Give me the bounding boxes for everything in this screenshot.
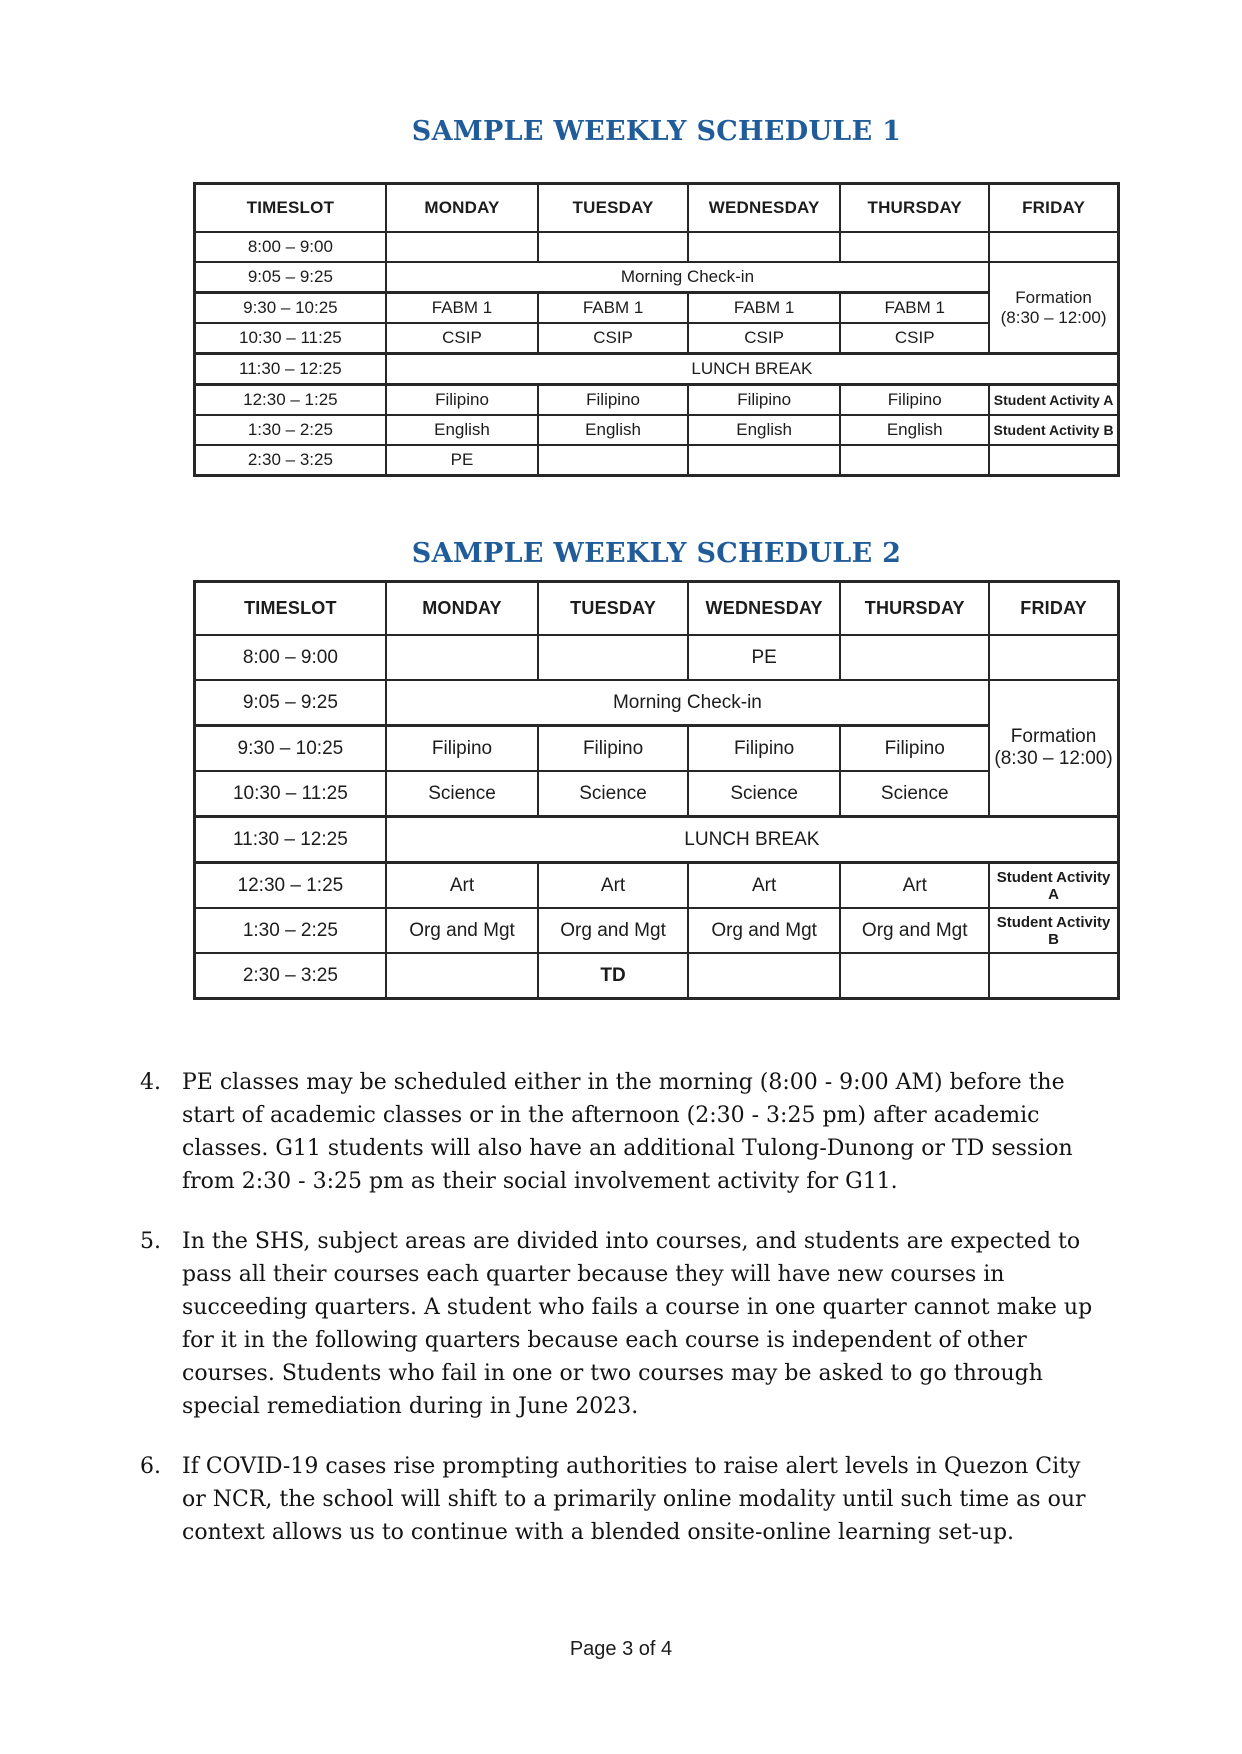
timeslot-cell: 9:30 – 10:25: [195, 293, 386, 324]
schedule-cell: Science: [386, 771, 538, 817]
schedule-row: [195, 232, 1119, 262]
schedule-2-section: [193, 534, 1120, 1000]
formation-time-range: (8:30 – 12:00): [1000, 307, 1107, 327]
header-row: [195, 582, 1119, 636]
schedule-cell: Filipino: [538, 385, 688, 416]
schedule-cell: Science: [538, 771, 688, 817]
column-header: FRIDAY: [989, 184, 1118, 233]
schedule-cell: [688, 232, 840, 262]
timeslot-cell: 12:30 – 1:25: [195, 385, 386, 416]
schedule-row: [195, 908, 1119, 953]
timeslot-cell: 9:05 – 9:25: [195, 680, 386, 726]
timeslot-cell: 9:30 – 10:25: [195, 726, 386, 772]
column-header: TIMESLOT: [195, 582, 386, 636]
timeslot-cell: 11:30 – 12:25: [195, 817, 386, 863]
schedule-cell: Filipino: [688, 726, 840, 772]
schedule-cell: FABM 1: [840, 293, 989, 324]
note-text: PE classes may be scheduled either in the morning (8:00 - 9:00 AM) before the start of academic classes or in the afternoon (2:30 - 3:25 pm) after academic classes. G11 students will also have an additional Tulong-Dunong or TD session from 2:30 - 3:25 pm as their social involvement activity for G11.: [182, 1070, 1073, 1194]
schedule-row: [195, 953, 1119, 999]
note-number: 5.: [140, 1229, 161, 1254]
column-header: THURSDAY: [840, 582, 989, 636]
column-header: MONDAY: [386, 582, 538, 636]
schedule-cell: [989, 953, 1118, 999]
schedule-cell: TD: [538, 953, 688, 999]
schedule-cell: CSIP: [538, 323, 688, 354]
schedule-row: [195, 726, 1119, 772]
schedule-cell: CSIP: [840, 323, 989, 354]
schedule-cell: Filipino: [840, 726, 989, 772]
schedule-row: [195, 354, 1119, 385]
schedule-cell: [386, 635, 538, 680]
schedule-row: [195, 817, 1119, 863]
note-text: If COVID-19 cases rise prompting authorities to raise alert levels in Quezon City or NCR, the school will shift to a primarily online modality until such time as our context allows us to continue with a blended onsite-online learning set-up.: [182, 1454, 1086, 1545]
schedule-cell: Org and Mgt: [386, 908, 538, 953]
column-header: WEDNESDAY: [688, 184, 840, 233]
timeslot-cell: 10:30 – 11:25: [195, 771, 386, 817]
schedule-cell: [538, 445, 688, 476]
timeslot-cell: 1:30 – 2:25: [195, 415, 386, 445]
schedule-cell: English: [688, 415, 840, 445]
timeslot-cell: 8:00 – 9:00: [195, 635, 386, 680]
schedule-cell: [538, 635, 688, 680]
schedule-cell: Formation (8:30 – 12:00): [989, 680, 1118, 817]
schedule-row: [195, 415, 1119, 445]
schedule-cell: [688, 445, 840, 476]
schedule-cell: English: [538, 415, 688, 445]
schedule-cell: Art: [840, 863, 989, 909]
schedule-1-table: [193, 182, 1120, 477]
schedule-cell: Filipino: [386, 385, 538, 416]
schedule-cell: [386, 232, 538, 262]
column-header: WEDNESDAY: [688, 582, 840, 636]
formation-time-range: (8:30 – 12:00): [994, 748, 1113, 769]
schedule-cell: English: [386, 415, 538, 445]
schedule-cell: Art: [688, 863, 840, 909]
timeslot-cell: 2:30 – 3:25: [195, 953, 386, 999]
timeslot-cell: 11:30 – 12:25: [195, 354, 386, 385]
column-header: TIMESLOT: [195, 184, 386, 233]
schedule-cell: PE: [688, 635, 840, 680]
schedule-cell: [989, 635, 1118, 680]
schedule-cell: [840, 953, 989, 999]
schedule-1-section: [193, 112, 1120, 477]
schedule-cell: [840, 232, 989, 262]
timeslot-cell: 8:00 – 9:00: [195, 232, 386, 262]
column-header: FRIDAY: [989, 582, 1118, 636]
schedule-cell: English: [840, 415, 989, 445]
schedule-cell: Org and Mgt: [840, 908, 989, 953]
schedule-2-title: SAMPLE WEEKLY SCHEDULE 2: [411, 538, 902, 569]
column-header: THURSDAY: [840, 184, 989, 233]
schedule-cell: [989, 232, 1118, 262]
schedule-row: [195, 323, 1119, 354]
timeslot-cell: 10:30 – 11:25: [195, 323, 386, 354]
note-item-6: [140, 1450, 1120, 1549]
schedule-cell: Art: [538, 863, 688, 909]
timeslot-cell: 12:30 – 1:25: [195, 863, 386, 909]
schedule-cell: FABM 1: [688, 293, 840, 324]
schedule-cell: Formation (8:30 – 12:00): [989, 262, 1118, 354]
schedule-cell: FABM 1: [386, 293, 538, 324]
schedule-cell: [386, 953, 538, 999]
schedule-cell: CSIP: [386, 323, 538, 354]
timeslot-cell: 1:30 – 2:25: [195, 908, 386, 953]
schedule-cell: [840, 635, 989, 680]
column-header: TUESDAY: [538, 582, 688, 636]
schedule-cell: [538, 232, 688, 262]
note-text: In the SHS, subject areas are divided into courses, and students are expected to pass all their courses each quarter because they will have new courses in succeeding quarters. A student who fails a course in one quarter cannot make up for it in the following quarters because each course is independent of other courses. Students who fail in one or two courses may be asked to go through special remediation during in June 2023.: [182, 1229, 1093, 1419]
schedule-row: [195, 445, 1119, 476]
schedule-cell: Student Activity B: [989, 415, 1118, 445]
column-header: MONDAY: [386, 184, 538, 233]
schedule-cell: Org and Mgt: [688, 908, 840, 953]
schedule-cell: Science: [840, 771, 989, 817]
schedule-cell: Student Activity A: [989, 385, 1118, 416]
column-header: TUESDAY: [538, 184, 688, 233]
schedule-cell: [989, 445, 1118, 476]
page-content: [193, 0, 1120, 1000]
timeslot-cell: 2:30 – 3:25: [195, 445, 386, 476]
schedule-cell: Filipino: [386, 726, 538, 772]
schedule-cell: Org and Mgt: [538, 908, 688, 953]
schedule-cell: Filipino: [840, 385, 989, 416]
schedule-cell: Morning Check-in: [386, 262, 989, 293]
schedule-cell: [840, 445, 989, 476]
page-number: Page 3 of 4: [569, 1638, 673, 1660]
schedule-cell: Filipino: [688, 385, 840, 416]
schedule-row: [195, 680, 1119, 726]
header-row: [195, 184, 1119, 233]
schedule-cell: [688, 953, 840, 999]
note-item-4: [140, 1066, 1120, 1198]
schedule-row: [195, 771, 1119, 817]
schedule-cell: Morning Check-in: [386, 680, 989, 726]
schedule-1-title: SAMPLE WEEKLY SCHEDULE 1: [411, 116, 902, 147]
schedule-row: [195, 863, 1119, 909]
schedule-row: [195, 293, 1119, 324]
note-number: 6.: [140, 1454, 161, 1479]
schedule-cell: LUNCH BREAK: [386, 817, 1119, 863]
schedule-cell: Student Activity A: [989, 863, 1118, 909]
schedule-cell: CSIP: [688, 323, 840, 354]
notes-list: [140, 1066, 1120, 1549]
note-item-5: [140, 1225, 1120, 1423]
schedule-row: [195, 385, 1119, 416]
timeslot-cell: 9:05 – 9:25: [195, 262, 386, 293]
schedule-cell: FABM 1: [538, 293, 688, 324]
schedule-cell: Student Activity B: [989, 908, 1118, 953]
schedule-cell: Science: [688, 771, 840, 817]
schedule-cell: PE: [386, 445, 538, 476]
schedule-cell: LUNCH BREAK: [386, 354, 1119, 385]
schedule-row: [195, 262, 1119, 293]
note-number: 4.: [140, 1070, 161, 1095]
schedule-2-table: [193, 580, 1120, 1000]
schedule-row: [195, 635, 1119, 680]
schedule-cell: Filipino: [538, 726, 688, 772]
schedule-cell: Art: [386, 863, 538, 909]
